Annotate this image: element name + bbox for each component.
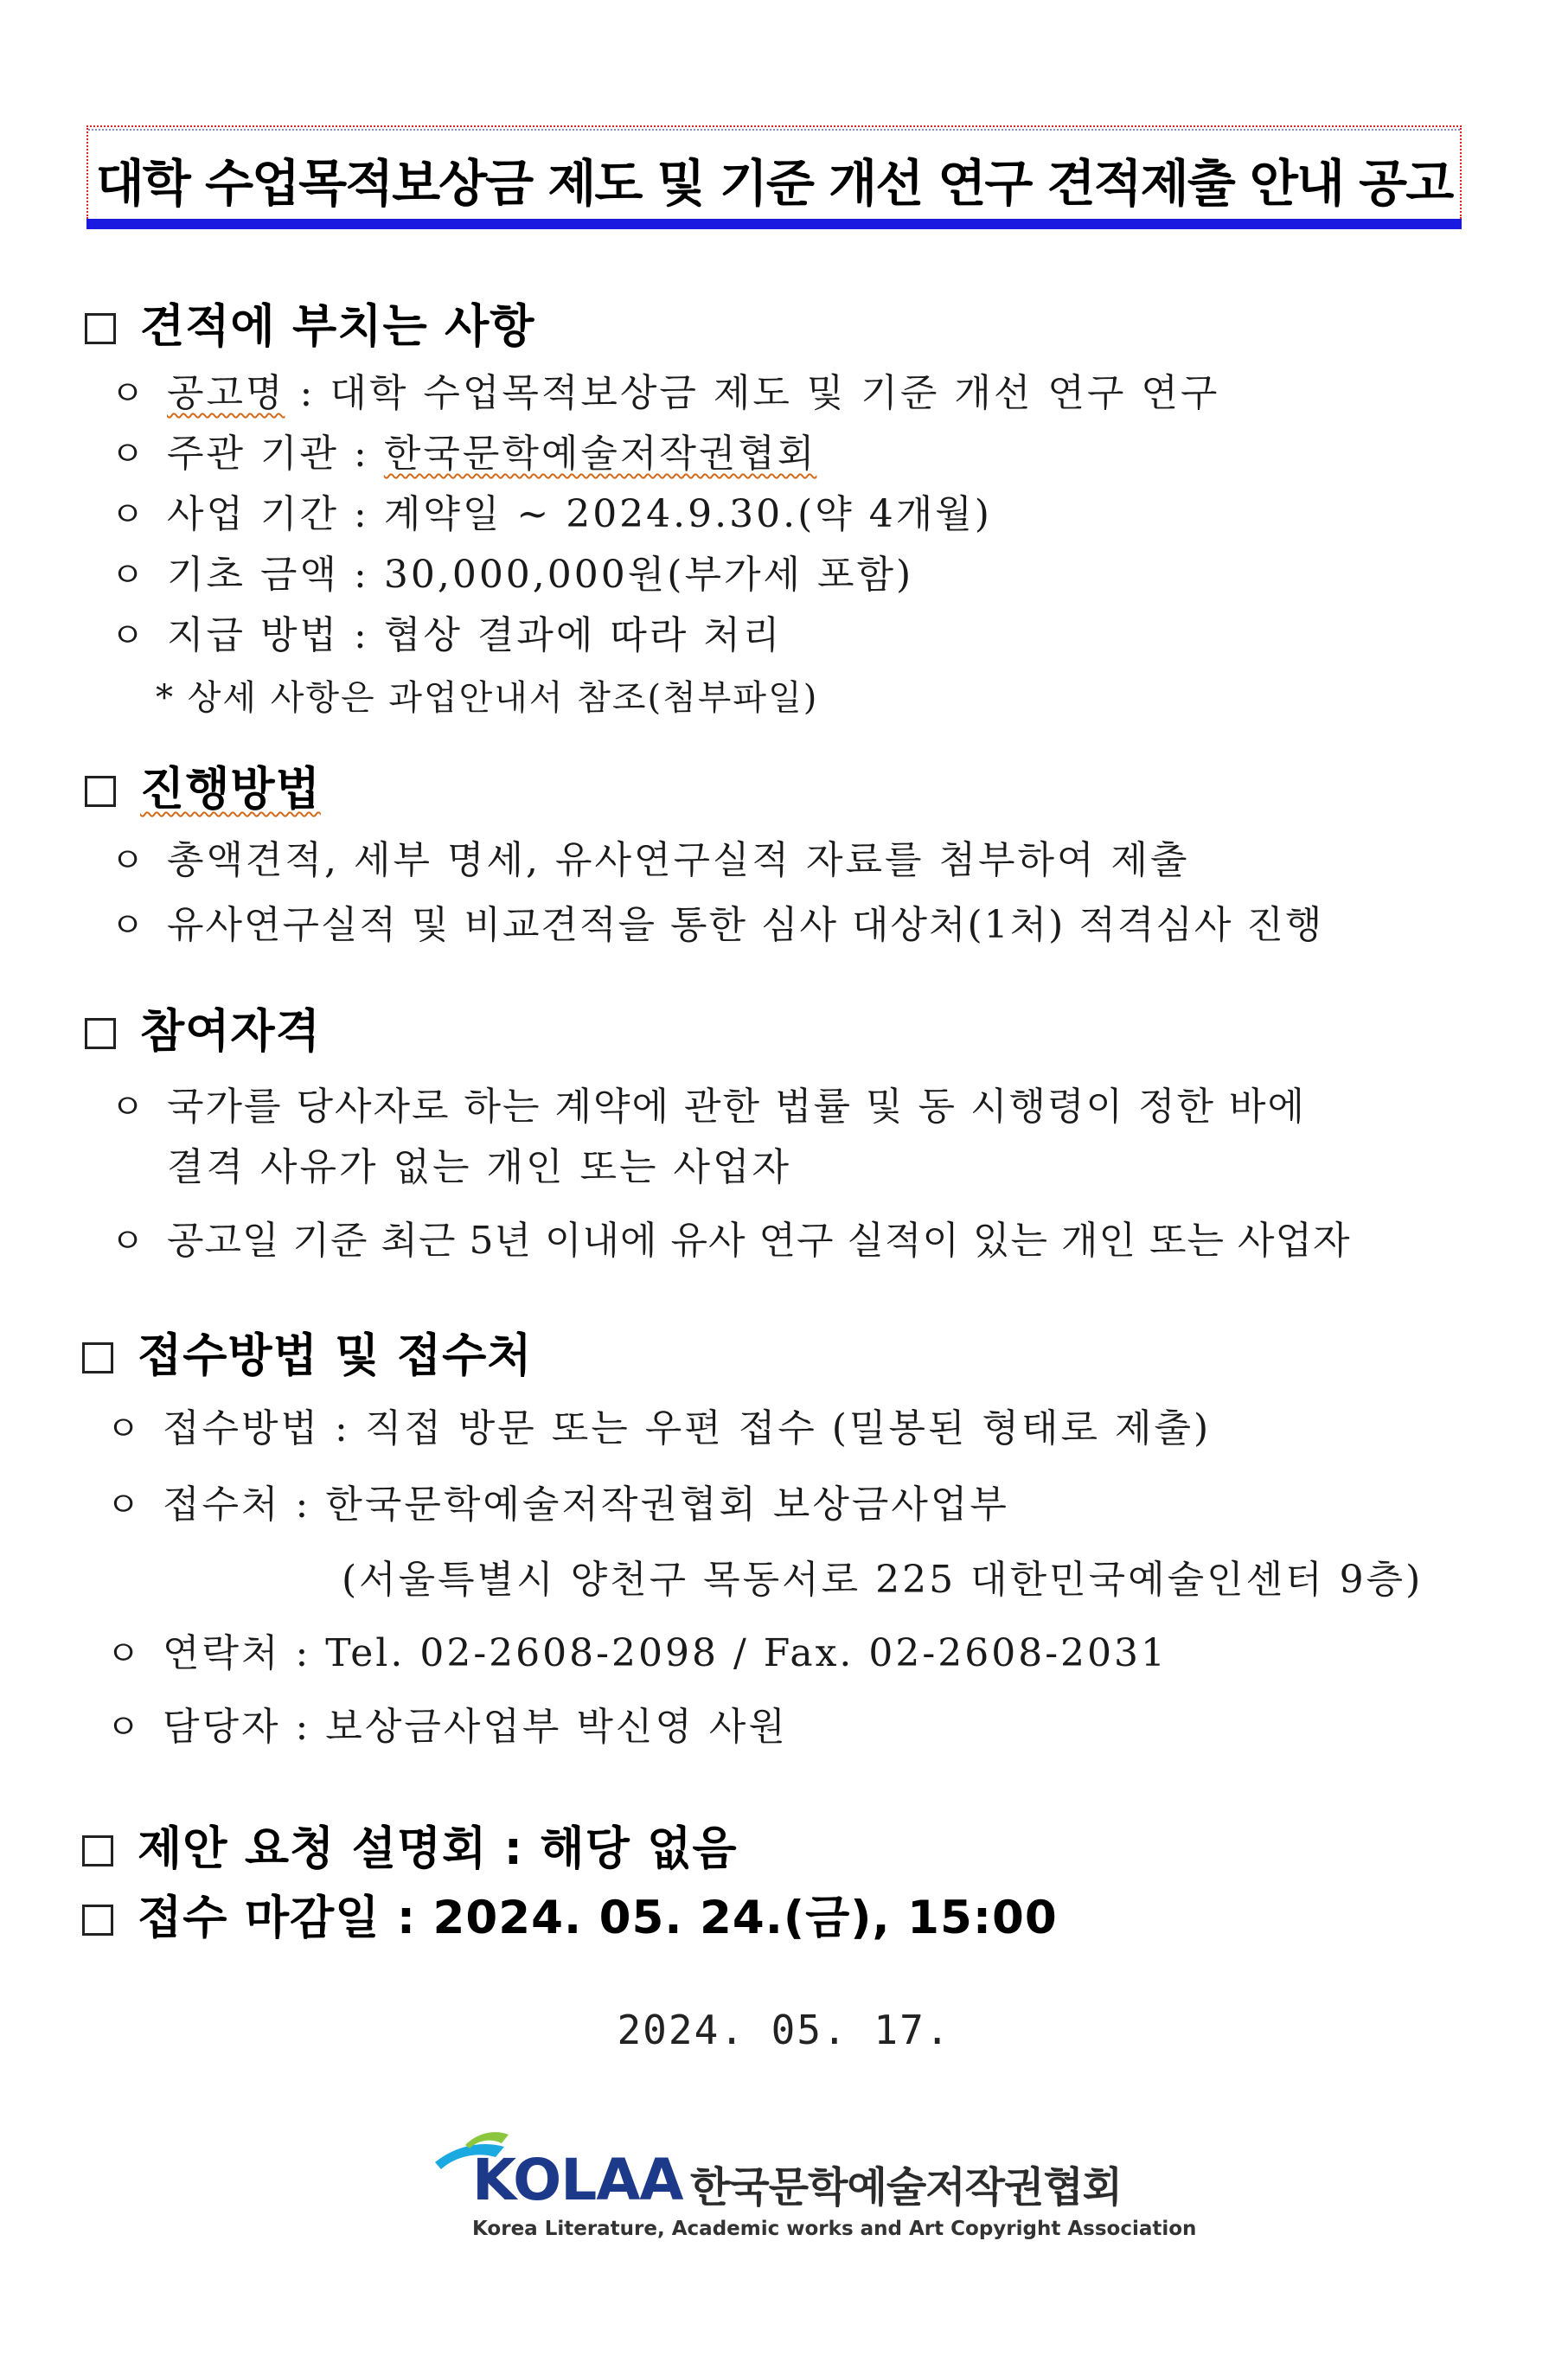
item-label: 기초 금액 — [167, 553, 340, 597]
section-heading-procedure — [85, 752, 321, 818]
section-heading-label: 접수방법 및 접수처 — [138, 1329, 533, 1382]
item-value: 한국문학예술저작권협회 — [383, 432, 817, 476]
briefing-line — [82, 1812, 738, 1878]
separator: : — [299, 371, 316, 415]
submission-method: 접수방법 : 직접 방문 또는 우편 접수 (밀봉된 형태로 제출) — [163, 1406, 1212, 1450]
checkbox-icon — [82, 1342, 113, 1373]
estimate-item-payment — [167, 604, 782, 659]
checkbox-icon — [85, 776, 116, 807]
page-title: 대학 수업목적보상금 제도 및 기준 개선 연구 견적제출 안내 공고 — [95, 154, 1453, 213]
section-heading-label: 진행방법 — [140, 763, 321, 816]
bullet-icon: ㅇ — [111, 1087, 144, 1127]
bullet-icon: ㅇ — [111, 906, 144, 945]
estimate-item-organizer — [167, 422, 816, 477]
bullet-icon: ㅇ — [111, 841, 144, 880]
bullet-icon: ㅇ — [111, 495, 144, 535]
bullet-icon: ㅇ — [106, 1409, 140, 1449]
section-heading-label: 견적에 부치는 사항 — [140, 300, 535, 353]
item-label: 공고명 — [167, 371, 285, 415]
section-heading-eligibility — [85, 995, 321, 1060]
item-value: 계약일 ~ 2024.9.30.(약 4개월) — [383, 492, 992, 536]
logo-wordmark: KOLAA — [472, 2147, 683, 2213]
estimate-item-amount — [167, 543, 913, 599]
submission-contact: 연락처 : Tel. 02-2608-2098 / Fax. 02-2608-2031 — [163, 1631, 1168, 1675]
separator: : — [354, 613, 369, 657]
eligibility-item-line1: 국가를 당사자로 하는 계약에 관한 법률 및 동 시행령이 정한 바에 — [167, 1085, 1306, 1129]
estimate-note: * 상세 사항은 과업안내서 참조(첨부파일) — [156, 678, 819, 718]
checkbox-icon — [82, 1905, 113, 1936]
bullet-icon: ㅇ — [111, 434, 144, 474]
title-top-rule — [88, 129, 1460, 133]
separator: : — [354, 492, 369, 536]
bullet-icon: ㅇ — [111, 374, 144, 413]
procedure-item: 총액견적, 세부 명세, 유사연구실적 자료를 첨부하여 제출 — [167, 838, 1190, 882]
section-heading-submission — [82, 1319, 533, 1385]
bullet-icon: ㅇ — [106, 1707, 140, 1747]
deadline-text: 접수 마감일 : 2024. 05. 24.(금), 15:00 — [138, 1892, 1058, 1944]
logo-korean-name: 한국문학예술저작권협회 — [690, 2163, 1123, 2212]
bullet-icon: ㅇ — [106, 1634, 140, 1674]
checkbox-icon — [82, 1835, 113, 1866]
briefing-text: 제안 요청 설명회 : 해당 없음 — [138, 1822, 738, 1875]
deadline-line — [82, 1881, 1058, 1947]
checkbox-icon — [85, 1018, 116, 1049]
estimate-item-period — [167, 483, 992, 538]
title-underline-bar — [86, 219, 1462, 229]
title-box — [86, 125, 1462, 219]
separator: : — [354, 432, 369, 476]
procedure-item: 유사연구실적 및 비교견적을 통한 심사 대상처(1처) 적격심사 진행 — [167, 903, 1324, 947]
submission-address: (서울특별시 양천구 목동서로 225 대한민국예술인센터 9층) — [342, 1558, 1424, 1602]
section-heading-label: 참여자격 — [140, 1005, 321, 1058]
item-value: 30,000,000원(부가세 포함) — [383, 553, 914, 597]
item-label: 주관 기관 — [167, 432, 340, 476]
submission-manager: 담당자 : 보상금사업부 박신영 사원 — [163, 1705, 788, 1749]
bullet-icon: ㅇ — [111, 555, 144, 595]
eligibility-item-line2: 결격 사유가 없는 개인 또는 사업자 — [167, 1145, 791, 1189]
estimate-item-title — [167, 362, 1219, 417]
bullet-icon: ㅇ — [106, 1485, 140, 1525]
item-label: 지급 방법 — [167, 613, 340, 657]
kolaa-logo — [431, 2128, 1197, 2249]
item-value: 대학 수업목적보상금 제도 및 기준 개선 연구 연구 — [330, 371, 1220, 415]
notice-date: 2024. 05. 17. — [617, 2007, 951, 2053]
logo-english-name: Korea Literature, Academic works and Art Copyright Association — [472, 2218, 1197, 2240]
bullet-icon: ㅇ — [111, 616, 144, 656]
item-label: 사업 기간 — [167, 492, 340, 536]
checkbox-icon — [85, 313, 116, 344]
section-heading-estimate — [85, 290, 535, 355]
separator: : — [354, 553, 369, 597]
bullet-icon: ㅇ — [111, 1221, 144, 1261]
item-value: 협상 결과에 따라 처리 — [383, 613, 783, 657]
submission-place: 접수처 : 한국문학예술저작권협회 보상금사업부 — [163, 1482, 1009, 1527]
eligibility-item: 공고일 기준 최근 5년 이내에 유사 연구 실적이 있는 개인 또는 사업자 — [167, 1219, 1351, 1263]
